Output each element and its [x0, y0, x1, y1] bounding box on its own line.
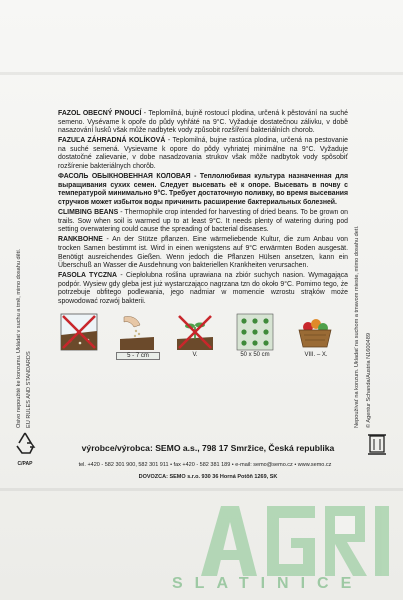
recycle-mark [12, 430, 38, 466]
packet-crease [0, 488, 403, 491]
importer-line: DOVOZCA: SEMO s.r.o. 930 36 Horná Potôň 1269, SK [138, 474, 278, 480]
section-sk [58, 137, 348, 171]
section-ru [58, 173, 348, 207]
producer-line: výrobce/výrobca: SEMO a.s., 798 17 Smržice, Česká republika [81, 443, 335, 453]
section-title: ФАСОЛЬ ОБЫКНОВЕННАЯ КОЛОВАЯ [58, 173, 191, 181]
sowing-depth-icon [118, 313, 156, 351]
harvest-month-label: VIII. – X. [304, 352, 328, 358]
section-text: - Теплолюбивая культура назначенная для выращивания сухих семен. Следует высевать её к опоре. Высевать в почву с температурой минимально 9°C. Требует достаточную поливку, во время высевания стручков может избыток воды причинить расширение бактериальных болезней. [58, 173, 348, 206]
section-title: FAZUĽA ZÁHRADNÁ KOLÍKOVÁ [58, 137, 166, 145]
section-text: - Ciepłolubna roślina uprawiana na zbiór suchych nasion. Wymagająca podpór. Wysiew gdy gleba jest już wystarczająco nagrzana tzn do około 9°C. Pomimo tego, że potrzebuje obfitego podlewania, jego nadmiar w momencie wzrostu strąków może spowodować rozwój bakterii. [58, 272, 348, 305]
section-text: - Thermophile crop intended for harvesting of dried beans. To be grown on trails. Sow when soil is warmed up to at least 9°C. It needs plenty of watering during pod setting overwatering could cause the spreading of bacterial diseases. [58, 209, 348, 234]
section-text: - Teplomilná, bujne rastúca plodina, určená na pestovanie na suché semená. Vysievame k opore do pôdy vyhriatej minimálne na 9°C. Vyžaduje dostatočné zalievanie, v dobe nasadzovania strukov však môže nadbytok vody spôsobiť rozšírenie bakteriálnych chorôb. [58, 137, 348, 171]
recycle-icon [12, 430, 38, 456]
recycle-label: C/PAP [17, 461, 33, 467]
watermark-logo-text: AGRI [195, 500, 198, 501]
sowing-depth-label: 5 - 7 cm [116, 352, 160, 360]
pictogram-row [58, 313, 348, 405]
sprout-crossed-icon [176, 313, 214, 351]
right-side-text [352, 118, 392, 428]
right-side-line-1: Nepoužívať na konzum. Ukladať na suchom a tmavom mieste, mimo dosahu detí. [354, 225, 360, 428]
right-side-line-2: © Agentur Schanda/Austria N1600489 [366, 333, 372, 428]
section-text: - An der Stütze pflanzen. Eine wärmeliebende Kultur, die zum Anbau von trocken Samen bestimmt ist. Wird in einen wenigstens auf 9°C erwärmten Boden ausgesät. Benötigt ausreichendes Gießen. Wenn jedoch die Pflanzen Hülsen ansetzen, kann ein Überschuß an Wasser die Ausdehnung von bakteriellen Krankheiten verursachen. [58, 236, 348, 270]
agri-watermark-logo [195, 500, 403, 580]
packet-crease [0, 72, 403, 75]
waste-bin-icon [366, 430, 388, 456]
section-de [58, 236, 348, 270]
spacing-label: 50 x 50 cm [240, 352, 270, 358]
section-en [58, 209, 348, 235]
left-side-line-1: Osivo nepoužité ke konzumu. Ukládat v suchu a tmě, mimo dosahu dětí. [16, 248, 22, 428]
harvest-basket-icon [296, 313, 334, 351]
section-cz [58, 110, 348, 136]
watermark-subtitle: SLATINICE [172, 575, 364, 592]
spacing-icon [236, 313, 274, 351]
left-side-text [14, 118, 54, 428]
contact-line: tel. +420 - 582 301 900, 582 301 911 • fax +420 - 582 381 189 • e-mail: semo@semo.cz • www.semo.cz [78, 462, 332, 468]
description-text [58, 110, 348, 308]
soil-crossed-icon [60, 313, 98, 351]
section-title: FAZOL OBECNÝ PNOUCÍ [58, 110, 142, 117]
section-title: FASOLA TYCZNA [58, 272, 118, 280]
left-side-line-2: EU RULES AND STANDARDS [26, 351, 32, 428]
sprout-month-label: V. [192, 352, 198, 358]
section-text: - Teplomilná, bujně rostoucí plodina, určená k pěstování na suché semeno. Vysévame k opoře do půdy vyhřáté na 9°C. Vyžaduje dostatečnou zálivku, v době nasazování lusků však může nadbytek vody způsobit rozšíření bakteriálních chorob. [58, 110, 348, 135]
section-title: RANKBOHNE [58, 236, 103, 244]
section-title: CLIMBING BEANS [58, 209, 119, 217]
section-pl [58, 272, 348, 306]
